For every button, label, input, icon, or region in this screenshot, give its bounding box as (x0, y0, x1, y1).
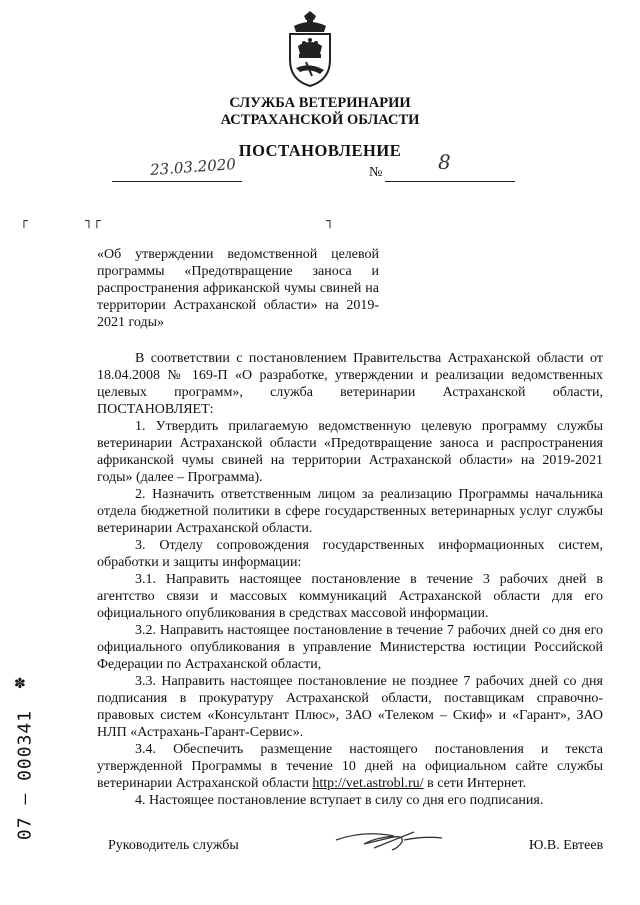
preamble-paragraph: В соответствии с постановлением Правительства Астраханской области от 18.04.2008 № 169-П «О разработке, утверждении и реализации ведомственных целевых программ», служба ветеринарии Астраханской области, ПОСТАНОВЛЯЕТ: (97, 351, 603, 417)
paragraph-3: 3. Отделу сопровождения государственных информационных систем, обработки и защиты информации: (97, 538, 603, 570)
paragraph-3-2: 3.2. Направить настоящее постановление в течение 7 рабочих дней со дня его официального опубликования в управление Министерства юстиции Российской Федерации по Астраханской области, (97, 623, 603, 672)
paragraph-1: 1. Утвердить прилагаемую ведомственную целевую программу службы ветеринарии Астраханской области «Предотвращение заноса и распространения африканской чумы свиней на территории Астраханской области» на 2019-2021 годы» (далее – Программа). (97, 419, 603, 485)
corner-mark-mid: ┐┌ (85, 214, 101, 229)
org-name-line1: СЛУЖБА ВЕТЕРИНАРИИ (229, 95, 411, 111)
website-link[interactable]: http://vet.astrobl.ru/ (312, 776, 424, 791)
document-body (97, 350, 603, 809)
paragraph-2: 2. Назначить ответственным лицом за реализацию Программы начальника отдела бюджетной политики в сфере государственных ветеринарных услуг службы ветеринарии Астраханской области. (97, 487, 603, 536)
paragraph-3-1: 3.1. Направить настоящее постановление в течение 3 рабочих дней в агентство связи и массовых коммуникаций Астраханской области для его официального опубликования в средствах массовой информации. (97, 572, 603, 621)
paragraph-4: 4. Настоящее постановление вступает в силу со дня его подписания. (135, 793, 544, 808)
paragraph-3-4-tail: в сети Интернет. (423, 776, 527, 791)
number-label: № (369, 165, 383, 180)
corner-mark-left: ┌ (20, 214, 28, 229)
paragraph-3-3: 3.3. Направить настоящее постановление не позднее 7 рабочих дней со дня подписания в прокуратуру Астраханской области, поставщикам справочно-правовых систем «Консультант Плюс», ЗАО «Телеком – Скиф» и «Гарант», ЗАО НЛП «Астрахань-Гарант-Сервис». (97, 674, 603, 740)
handwritten-date: 23.03.2020 (149, 155, 237, 179)
margin-stamp-mark: ✽ (14, 677, 26, 692)
corner-mark-right: ┐ (326, 214, 334, 229)
document-type-heading: ПОСТАНОВЛЕНИЕ (238, 141, 402, 160)
document-title: «Об утверждении ведомственной целевой программы «Предотвращение заноса и распространения африканской чумы свиней на территории Астраханской области» на 2019-2021 годы» (97, 247, 379, 330)
handwritten-number: 8 (438, 150, 451, 174)
registration-number-vertical (10, 709, 40, 841)
registration-number: 07 – 000341 (14, 709, 36, 841)
coat-of-arms-emblem (284, 10, 336, 88)
handwritten-signature (334, 826, 444, 852)
paragraph-3-4-text: 3.4. Обеспечить размещение настоящего постановления и текста утвержденной Программы в течение 10 дней на официальном сайте службы ветеринарии Астраханской области (97, 742, 603, 791)
paragraph-3-4 (97, 741, 603, 792)
signatory-role: Руководитель службы (108, 838, 239, 853)
signatory-name: Ю.В. Евтеев (529, 838, 604, 853)
org-name-line2: АСТРАХАНСКОЙ ОБЛАСТИ (220, 112, 420, 128)
